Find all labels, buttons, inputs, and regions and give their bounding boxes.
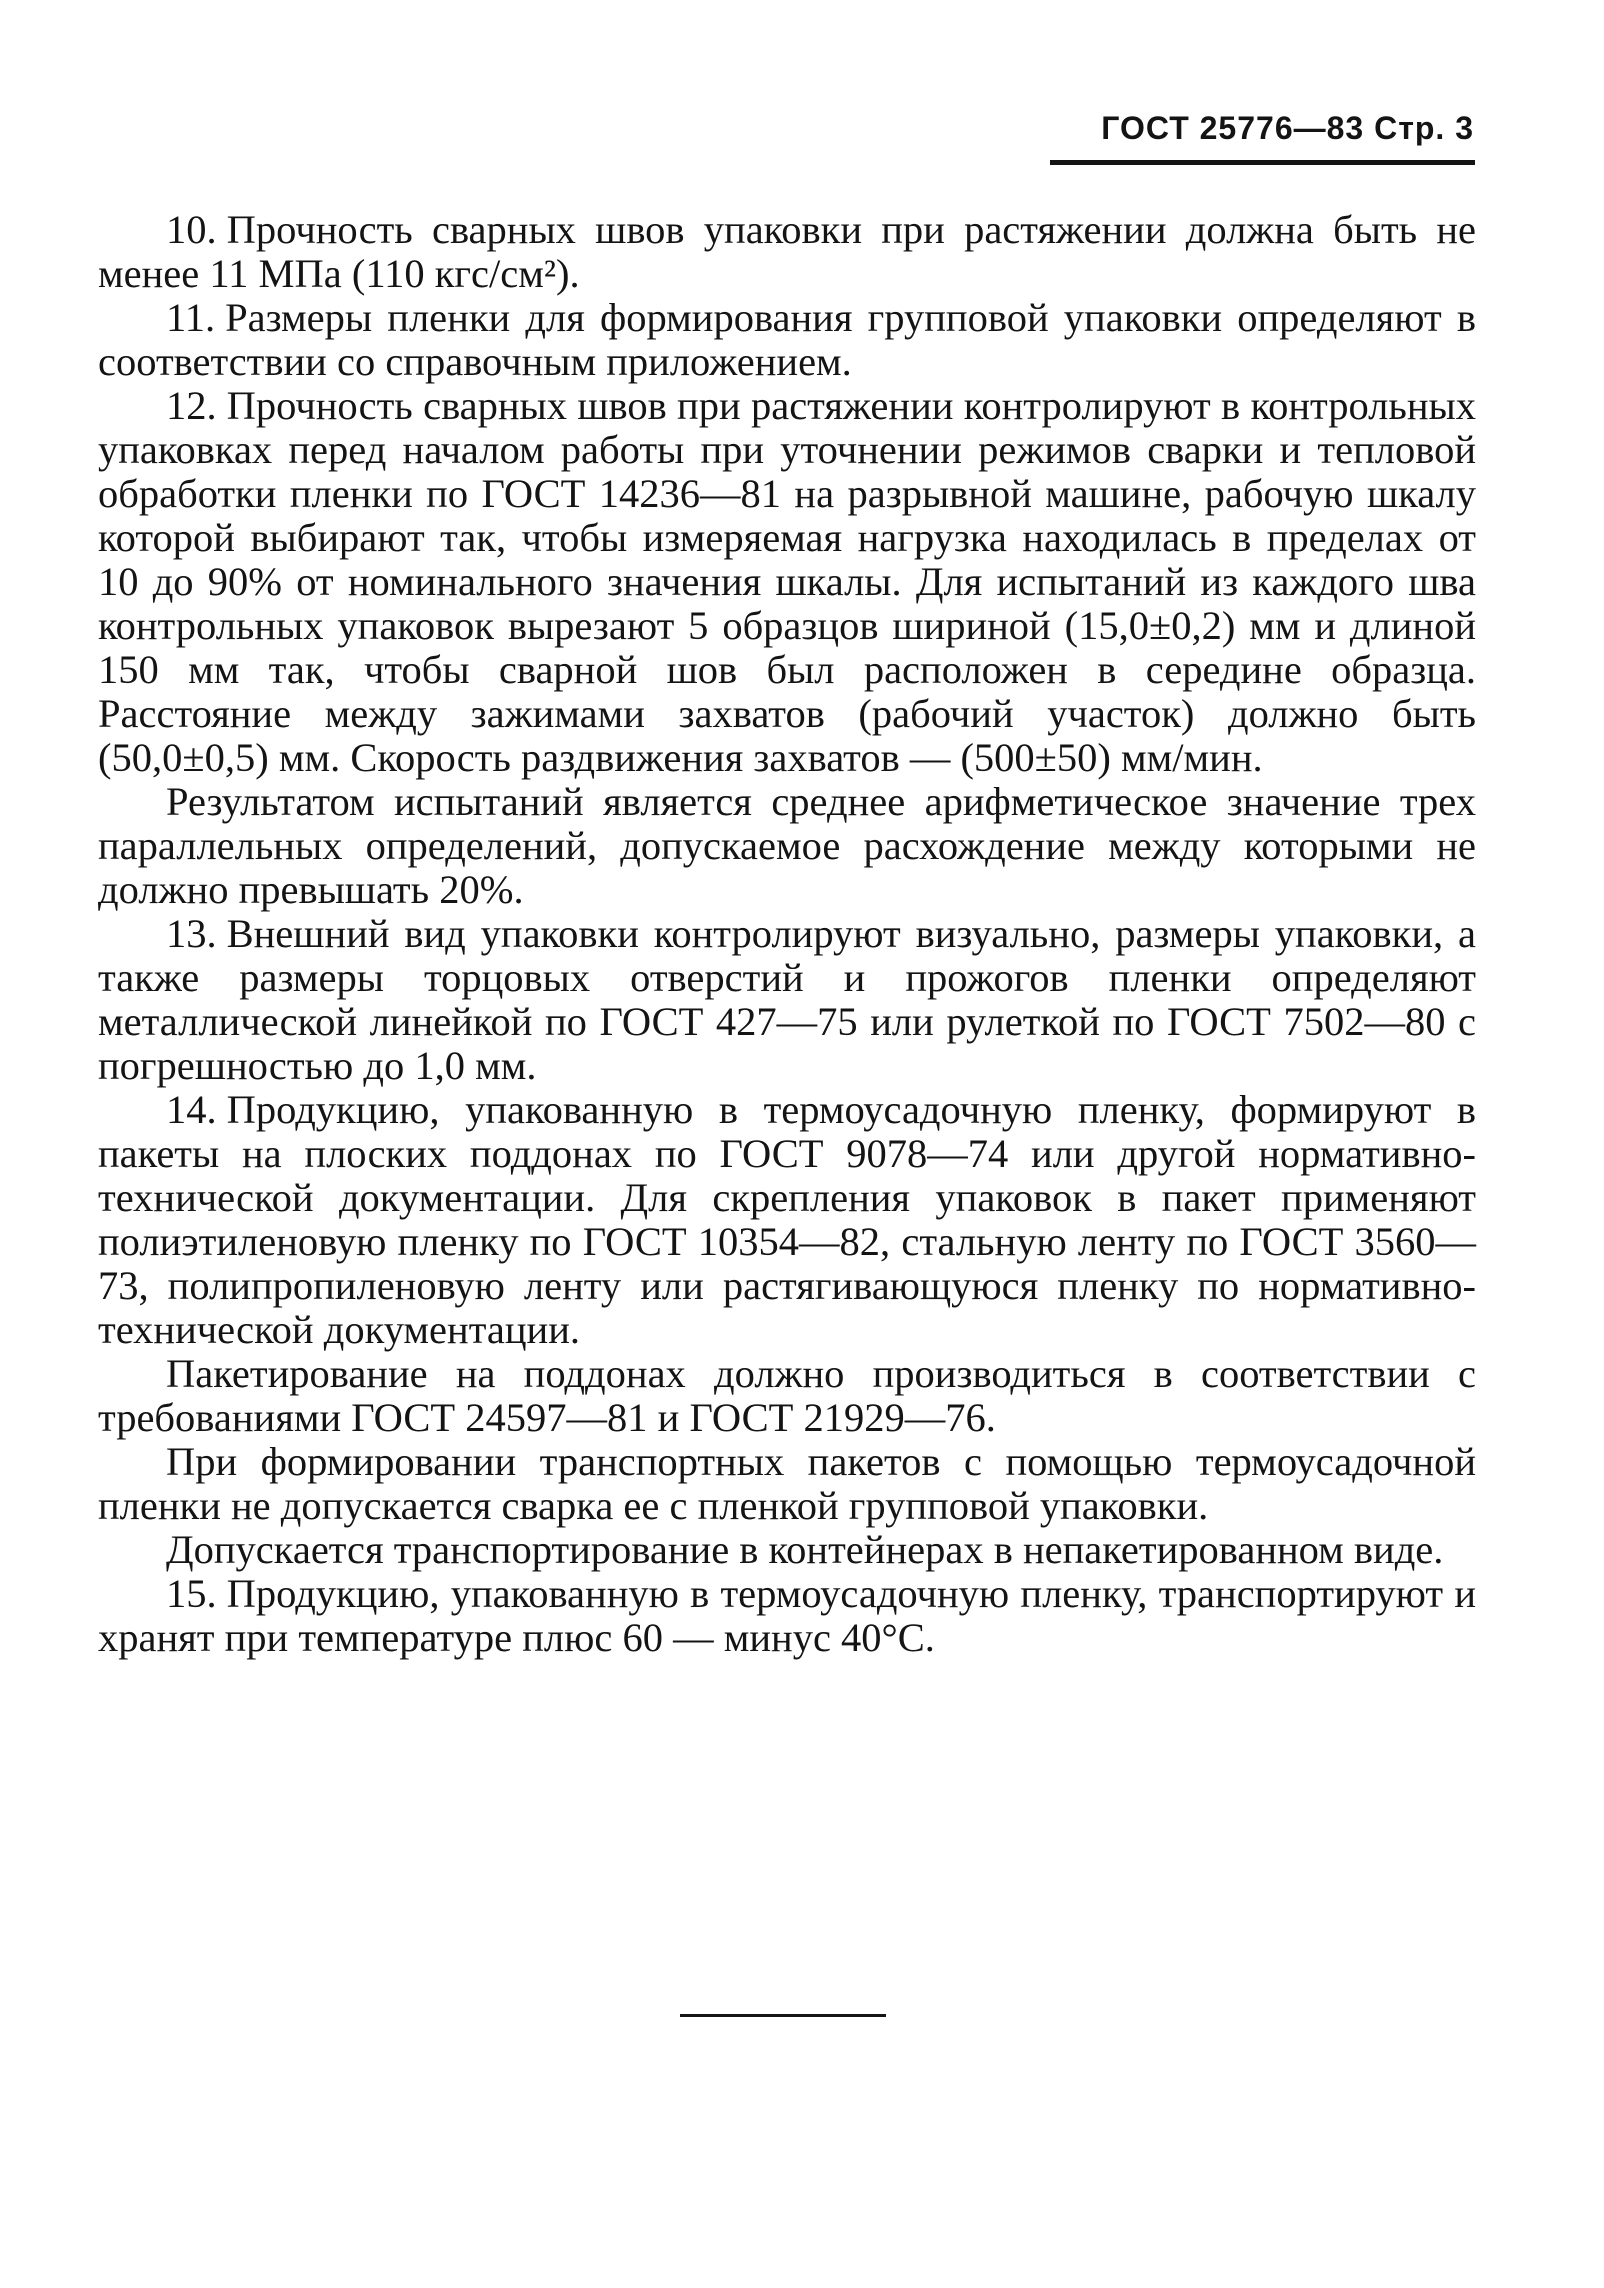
paragraph-text: Допускается транспортирование в контейнерах в непакетированном виде. xyxy=(166,1527,1444,1572)
paragraph-text: Продукцию, упакованную в термоусадочную пленку, формируют в пакеты на плоских поддонах по ГОСТ 9078—74 или другой нормативно-технической документации. Для скрепления упаковок в пакет применяют полиэтиленовую пленку по ГОСТ 10354—82, стальную ленту по ГОСТ 3560—73, полипропиленовую ленту или растягивающуюся пленку по нормативно-технической документации. xyxy=(98,1087,1476,1352)
paragraph-number: 12. xyxy=(166,383,217,428)
paragraph-text: Прочность сварных швов при растяжении контролируют в контрольных упаковках перед началом работы при уточнении режимов сварки и тепловой обработки пленки по ГОСТ 14236—81 на разрывной машине, рабочую шкалу которой выбирают так, чтобы измеряемая нагрузка находилась в пределах от 10 до 90% от номинального значения шкалы. Для испытаний из каждого шва контрольных упаковок вырезают 5 образцов шириной (15,0±0,2) мм и длиной 150 мм так, чтобы сварной шов был расположен в середине образца. Расстояние между зажимами захватов (рабочий участок) должно быть (50,0±0,5) мм. Скорость раздвижения захватов — (500±50) мм/мин. xyxy=(98,383,1476,780)
paragraph-14-forming xyxy=(98,1440,1476,1528)
paragraph-number: 14. xyxy=(166,1087,217,1132)
paragraph-11 xyxy=(98,296,1476,384)
paragraph-12-result xyxy=(98,780,1476,912)
paragraph-15 xyxy=(98,1572,1476,1660)
paragraph-12 xyxy=(98,384,1476,780)
header-rule xyxy=(1050,160,1475,165)
paragraph-text: Прочность сварных швов упаковки при растяжении должна быть не менее 11 МПа (110 кгс/см²). xyxy=(98,207,1476,296)
paragraph-number: 11. xyxy=(166,295,216,340)
paragraph-text: Результатом испытаний является среднее арифметическое значение трех параллельных определений, допускаемое расхождение между которыми не должно превышать 20%. xyxy=(98,779,1476,912)
paragraph-14-transport xyxy=(98,1528,1476,1572)
paragraph-14 xyxy=(98,1088,1476,1352)
paragraph-13 xyxy=(98,912,1476,1088)
paragraph-text: Размеры пленки для формирования групповой упаковки определяют в соответствии со справочным приложением. xyxy=(98,295,1476,384)
paragraph-text: Продукцию, упакованную в термоусадочную пленку, транспортируют и хранят при температуре плюс 60 — минус 40°С. xyxy=(98,1571,1476,1660)
end-rule xyxy=(680,2014,886,2017)
paragraph-text: Пакетирование на поддонах должно производиться в соответствии с требованиями ГОСТ 24597—81 и ГОСТ 21929—76. xyxy=(98,1351,1476,1440)
paragraph-10 xyxy=(98,208,1476,296)
paragraph-number: 15. xyxy=(166,1571,217,1616)
paragraph-number: 10. xyxy=(166,207,217,252)
paragraph-text: Внешний вид упаковки контролируют визуально, размеры упаковки, а также размеры торцовых отверстий и прожогов пленки определяют металлической линейкой по ГОСТ 427—75 или рулеткой по ГОСТ 7502—80 с погрешностью до 1,0 мм. xyxy=(98,911,1476,1088)
paragraph-text: При формировании транспортных пакетов с помощью термоусадочной пленки не допускается сварка ее с пленкой групповой упаковки. xyxy=(98,1439,1476,1528)
page-header: ГОСТ 25776—83 Стр. 3 xyxy=(1101,110,1474,146)
document-body xyxy=(98,208,1476,1660)
paragraph-14-packaging xyxy=(98,1352,1476,1440)
paragraph-number: 13. xyxy=(166,911,217,956)
